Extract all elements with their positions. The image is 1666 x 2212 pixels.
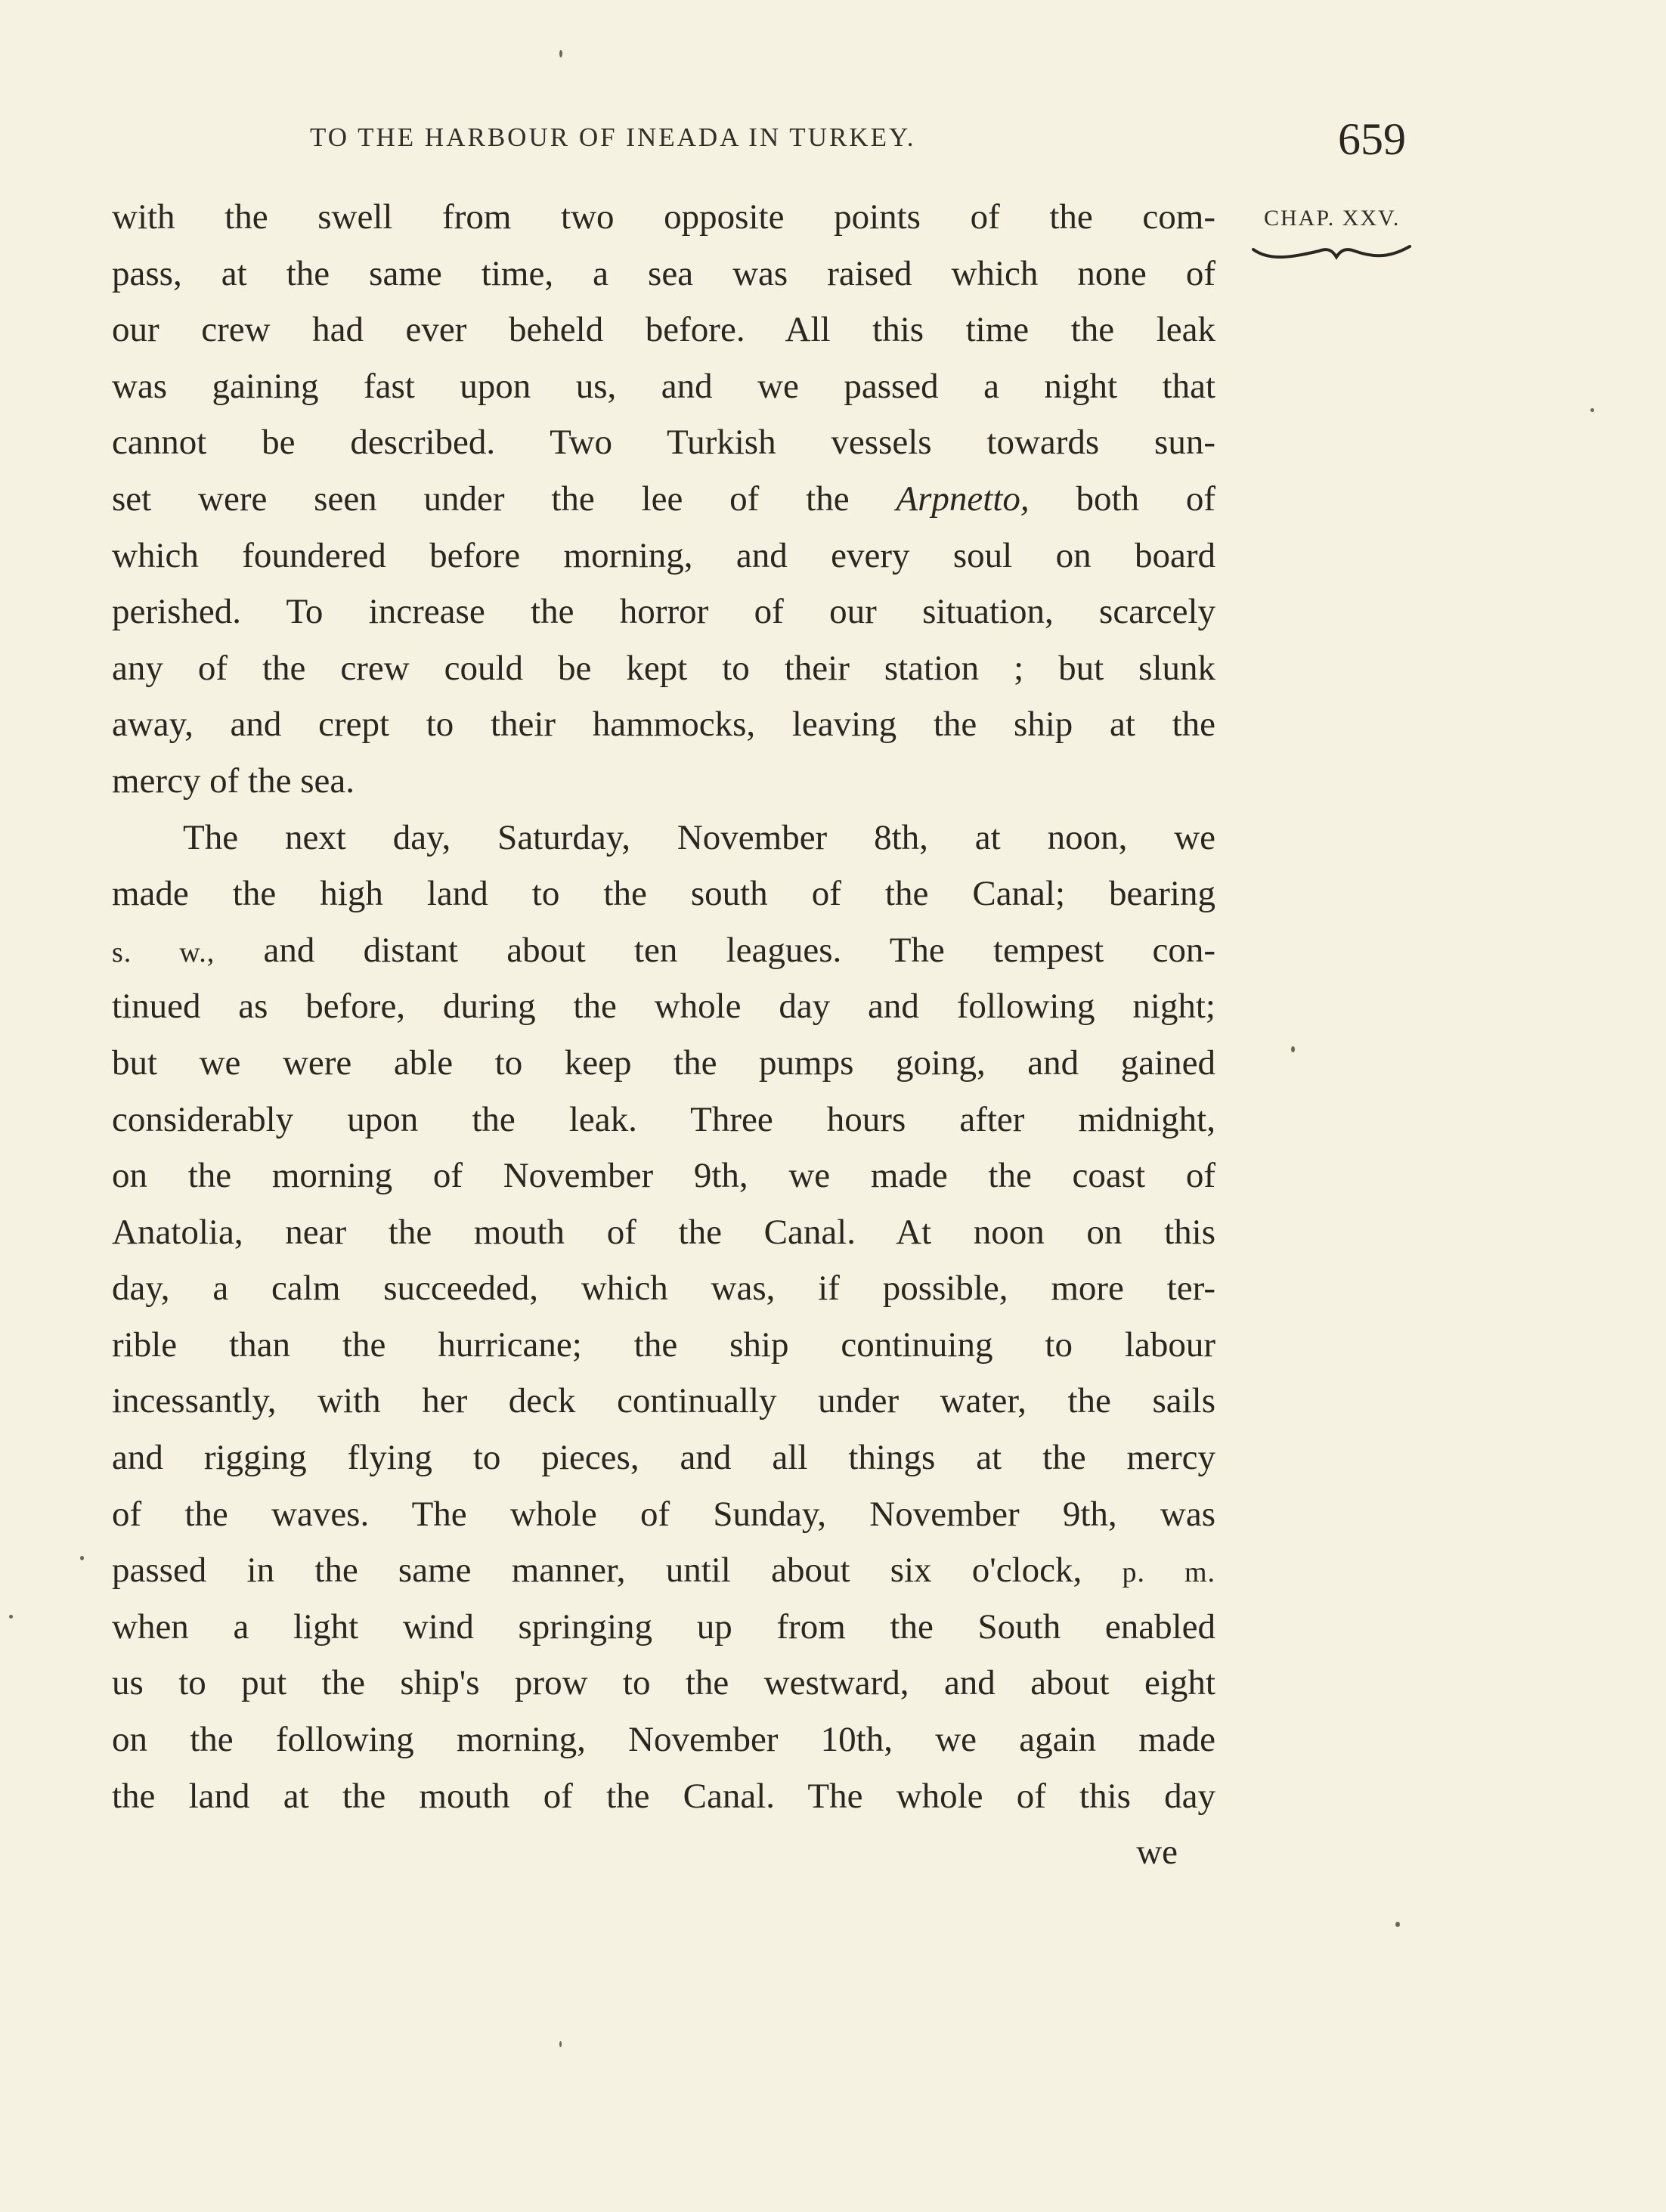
- text-line: made the high land to the south of the Canal; bearing: [112, 874, 1215, 914]
- text-line: was gaining fast upon us, and we passed a night that: [112, 366, 1215, 406]
- text-line: day, a calm succeeded, which was, if possible, more ter-: [112, 1269, 1215, 1309]
- text-line: passed in the same manner, until about six o'clock, p. m.: [112, 1551, 1216, 1591]
- text-line: considerably upon the leak. Three hours after midnight,: [112, 1099, 1215, 1139]
- paper-speck: [1291, 1046, 1295, 1052]
- page-number: 659: [1338, 114, 1406, 164]
- text-line: tinued as before, during the whole day and following night;: [112, 987, 1215, 1027]
- text-line: and rigging flying to pieces, and all things at the mercy: [112, 1438, 1215, 1478]
- text-line: when a light wind springing up from the South enabled: [112, 1606, 1215, 1647]
- paper-speck: [1395, 1922, 1400, 1927]
- text-line: rible than the hurricane; the ship continuing to labour: [112, 1324, 1215, 1365]
- text-line: but we were able to keep the pumps going, and gained: [112, 1042, 1215, 1083]
- text-line: s. w., and distant about ten leagues. The tempest con-: [112, 930, 1215, 970]
- text-line: of the waves. The whole of Sunday, November 9th, was: [112, 1494, 1215, 1534]
- text-line: perished. To increase the horror of our situation, scarcely: [112, 592, 1215, 632]
- text-line: incessantly, with her deck continually under water, the sails: [112, 1381, 1215, 1421]
- paper-speck: [80, 1556, 84, 1560]
- text-line: Anatolia, near the mouth of the Canal. At noon on this: [112, 1212, 1215, 1252]
- paper-speck: [559, 50, 562, 57]
- chapter-margin-note: CHAP. XXV.: [1264, 206, 1401, 231]
- text-line: which foundered before morning, and every soul on board: [112, 535, 1215, 575]
- ship-name: Arpnetto,: [896, 479, 1030, 519]
- text-line: mercy of the sea.: [112, 761, 355, 801]
- text-line: cannot be described. Two Turkish vessels towards sun-: [112, 423, 1215, 463]
- brace-ornament-icon: [1247, 240, 1414, 271]
- text-line: the land at the mouth of the Canal. The whole of this day: [112, 1776, 1215, 1816]
- text-line: us to put the ship's prow to the westward, and about eight: [112, 1663, 1215, 1703]
- text-line: away, and crept to their hammocks, leaving the ship at the: [112, 705, 1215, 745]
- paper-speck: [559, 2041, 562, 2047]
- paper-speck: [1590, 408, 1594, 412]
- paper-speck: [9, 1615, 13, 1619]
- text-line: on the following morning, November 10th, we again made: [112, 1720, 1215, 1760]
- text-line: with the swell from two opposite points of the com-: [112, 197, 1215, 237]
- text-line: our crew had ever beheld before. All this time the leak: [112, 310, 1215, 350]
- text-line: set were seen under the lee of the Arpnetto, both of: [112, 479, 1215, 519]
- text-line: The next day, Saturday, November 8th, at noon, we: [183, 817, 1215, 857]
- catchword: we: [1136, 1832, 1178, 1873]
- text-line: on the morning of November 9th, we made the coast of: [112, 1156, 1215, 1196]
- text-line: pass, at the same time, a sea was raised which none of: [112, 253, 1215, 293]
- running-head: TO THE HARBOUR OF INEADA IN TURKEY.: [310, 122, 916, 152]
- body-text: [112, 189, 1215, 1881]
- text-line: any of the crew could be kept to their station ; but slunk: [112, 648, 1215, 688]
